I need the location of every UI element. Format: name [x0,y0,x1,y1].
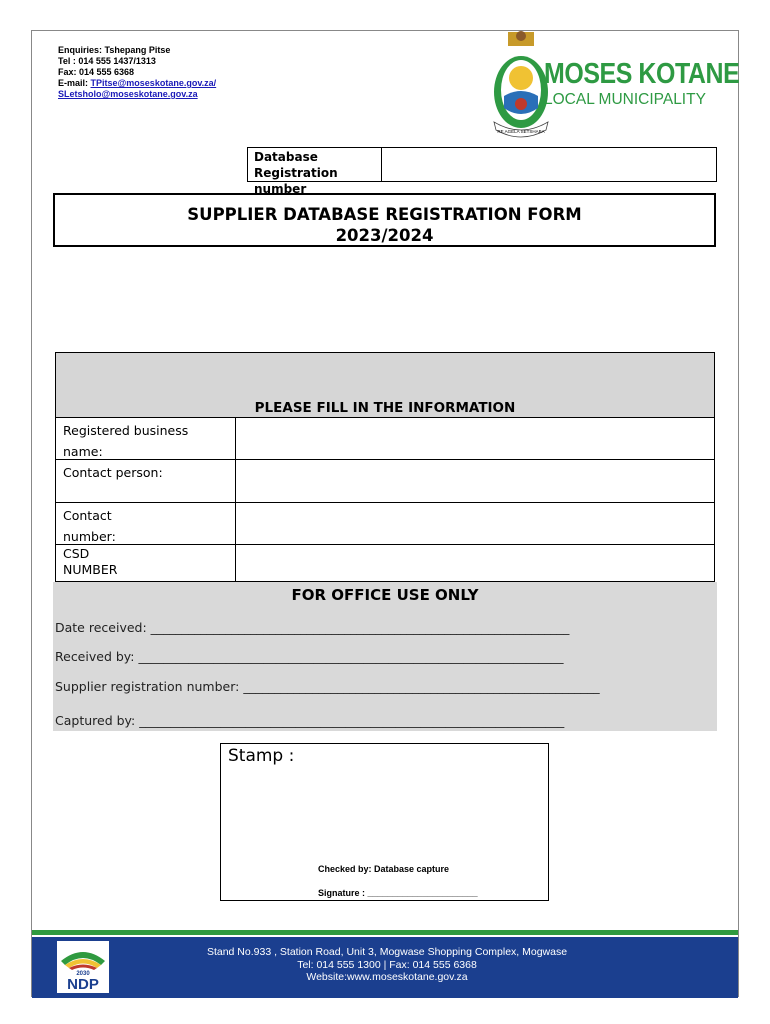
received-by-line[interactable]: Received by: ____________________________________________________________________ [55,649,564,664]
contact-number-label-line1: Contact [63,508,112,523]
business-name-label-line2: name: [63,444,103,459]
enquiries-email-line-2 [58,89,216,100]
form-title: SUPPLIER DATABASE REGISTRATION FORM [187,205,582,224]
logo-subtitle: LOCAL MUNICIPALITY [544,91,706,108]
table-row [56,460,714,503]
csd-number-field[interactable] [236,545,714,582]
email-link-2[interactable]: SLetsholo@moseskotane.gov.za [58,89,198,99]
information-table [55,352,715,582]
registration-label-line2: Registration number [254,166,338,196]
contact-number-label-line2: number: [63,529,116,544]
ndp-text: NDP [67,976,99,993]
stamp-box [220,743,549,901]
ndp-logo-icon [57,941,109,993]
footer-white-stripe [32,935,738,937]
office-use-section [53,582,717,731]
form-title-box [53,193,716,247]
registration-label-line1: Database [254,150,318,164]
csd-number-label [56,545,236,582]
supplier-registration-number-line[interactable]: Supplier registration number: _________________________________________________________ [55,679,600,694]
date-received-line[interactable]: Date received: ___________________________________________________________________ [55,620,570,635]
information-heading-text: PLEASE FILL IN THE INFORMATION [254,400,516,416]
checked-by-text: Checked by: Database capture [318,864,450,874]
logo-title: MOSES KOTANE [544,58,740,90]
signature-line[interactable]: Signature : ______________________ [318,888,478,898]
enquiries-tel: Tel : 014 555 1437/1313 [58,56,156,66]
business-name-label-line1: Registered business [63,423,189,438]
database-registration-box [247,147,717,196]
enquiries-block [58,45,216,100]
table-row [56,418,714,460]
contact-person-label [56,460,236,502]
email-label: E-mail: [58,78,91,88]
ndp-year: 2030 [76,971,90,977]
table-row [56,545,714,582]
footer-address [187,946,587,984]
enquiries-email-line [58,78,216,89]
stamp-label: Stamp : [228,746,295,766]
enquiries-fax: Fax: 014 555 6368 [58,67,135,77]
footer-contact-line: Tel: 014 555 1300 | Fax: 014 555 6368 [297,958,477,971]
database-registration-field[interactable] [382,148,716,181]
motto-text: RE AGELA SETSHABA [497,129,545,134]
contact-number-label [56,503,236,544]
contact-person-label-line1: Contact person: [63,465,163,480]
office-use-heading: FOR OFFICE USE ONLY [291,586,479,604]
csd-number-label-line1: CSD [63,546,90,561]
contact-person-field[interactable] [236,460,714,502]
information-heading [56,353,714,418]
email-link-1[interactable]: TPitse@moseskotane.gov.za/ [90,78,217,88]
csd-number-label-line2: NUMBER [63,562,118,577]
business-name-label [56,418,236,459]
enquiries-name: Enquiries: Tshepang Pitse [58,45,171,55]
footer-website-line: Website:www.moseskotane.gov.za [306,971,468,983]
table-row [56,503,714,545]
business-name-field[interactable] [236,418,714,459]
form-year: 2023/2024 [335,226,434,245]
captured-by-line[interactable]: Captured by: ____________________________________________________________________ [55,713,565,728]
database-registration-label [248,148,382,196]
footer-address-line: Stand No.933 , Station Road, Unit 3, Mogwase Shopping Complex, Mogwase [206,946,568,958]
footer [32,930,738,998]
contact-number-field[interactable] [236,503,714,544]
